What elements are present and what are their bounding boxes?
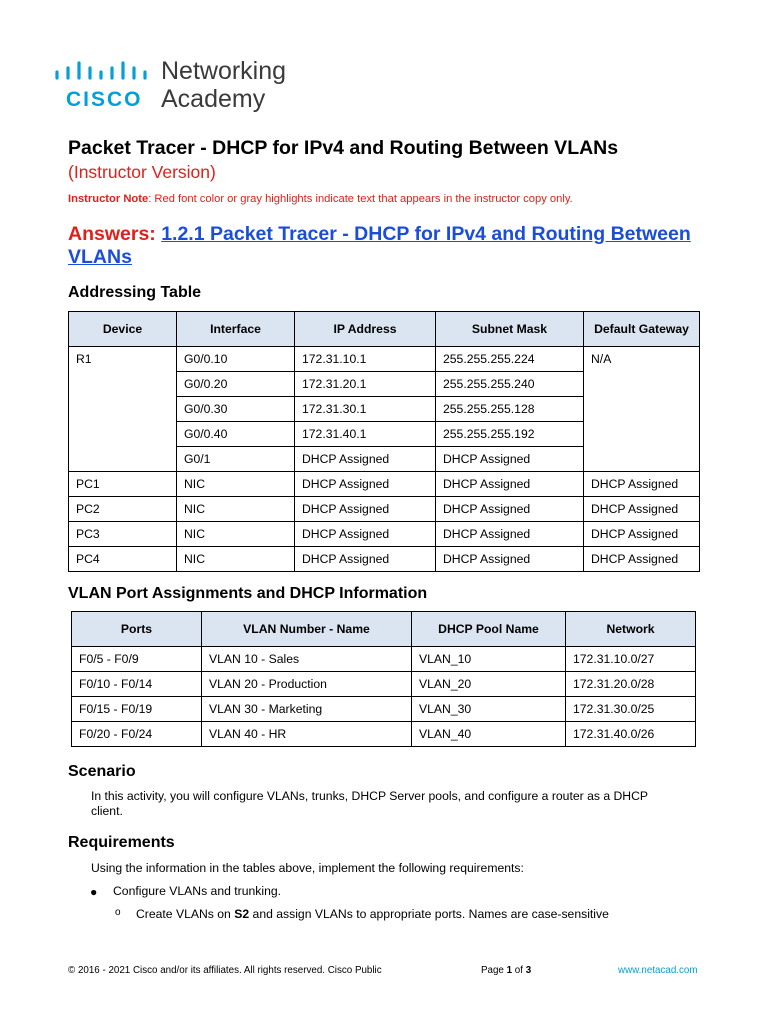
- subitem-text-start: Create VLANs on: [136, 907, 235, 921]
- addressing-table-heading: Addressing Table: [68, 284, 202, 301]
- table-cell: DHCP Assigned: [584, 547, 700, 572]
- table-cell: F0/20 - F0/24: [72, 722, 202, 747]
- footer-page-number: [481, 965, 531, 976]
- logo-line-networking: Networking: [161, 57, 287, 85]
- column-header: DHCP Pool Name: [412, 612, 566, 647]
- scenario-heading: Scenario: [68, 763, 136, 780]
- table-row: [72, 697, 696, 722]
- bullet-dot-icon: ●: [90, 885, 98, 899]
- table-cell: VLAN_10: [412, 647, 566, 672]
- table-header-row: [69, 312, 700, 347]
- copyright-text: 2016 - 2021 Cisco and/or its affiliates. All rights reserved. Cisco Public: [77, 965, 382, 976]
- table-cell: G0/0.10: [177, 347, 295, 372]
- table-cell: 172.31.10.0/27: [566, 647, 696, 672]
- netacad-link[interactable]: www.netacad.com: [618, 965, 698, 976]
- instructor-note: [68, 193, 573, 205]
- answers-heading: [68, 223, 708, 269]
- table-cell: DHCP Assigned: [436, 472, 584, 497]
- table-cell: 255.255.255.240: [436, 372, 584, 397]
- addressing-table: [68, 311, 700, 572]
- answers-link[interactable]: 1.2.1 Packet Tracer - DHCP for IPv4 and Routing Between VLANs: [68, 223, 691, 268]
- table-cell: DHCP Assigned: [436, 522, 584, 547]
- column-header: Interface: [177, 312, 295, 347]
- column-header: Subnet Mask: [436, 312, 584, 347]
- table-cell: NIC: [177, 547, 295, 572]
- table-cell: VLAN 30 - Marketing: [202, 697, 412, 722]
- table-cell: N/A: [584, 347, 700, 472]
- vlan-port-table: [71, 611, 696, 747]
- table-cell: PC3: [69, 522, 177, 547]
- table-cell: 255.255.255.224: [436, 347, 584, 372]
- table-cell: DHCP Assigned: [584, 472, 700, 497]
- table-cell: NIC: [177, 472, 295, 497]
- table-cell: DHCP Assigned: [436, 547, 584, 572]
- copyright-icon: ©: [68, 965, 76, 976]
- table-cell: DHCP Assigned: [584, 522, 700, 547]
- instructor-note-label: Instructor Note: [68, 193, 149, 205]
- requirement-item: Configure VLANs and trunking.: [113, 884, 282, 898]
- vlan-table-heading: VLAN Port Assignments and DHCP Information: [68, 585, 428, 602]
- table-cell: DHCP Assigned: [295, 447, 436, 472]
- table-cell: 172.31.10.1: [295, 347, 436, 372]
- subitem-text-end: and assign VLANs to appropriate ports. Names are case-sensitive: [249, 907, 609, 921]
- instructor-note-text: : Red font color or gray highlights indicate text that appears in the instructor copy only.: [148, 193, 573, 205]
- table-cell: 255.255.255.128: [436, 397, 584, 422]
- table-cell: VLAN 40 - HR: [202, 722, 412, 747]
- requirements-heading: Requirements: [68, 834, 175, 851]
- page-current: 1: [506, 965, 513, 976]
- cisco-networking-academy-logo: [51, 57, 311, 117]
- table-cell: DHCP Assigned: [436, 497, 584, 522]
- table-cell: DHCP Assigned: [436, 447, 584, 472]
- document-title: Packet Tracer - DHCP for IPv4 and Routing Between VLANs: [68, 137, 619, 159]
- table-cell: DHCP Assigned: [295, 522, 436, 547]
- table-cell: PC4: [69, 547, 177, 572]
- table-cell: VLAN_40: [412, 722, 566, 747]
- page-separator: of: [512, 965, 526, 976]
- table-cell: 172.31.20.0/28: [566, 672, 696, 697]
- table-cell: NIC: [177, 522, 295, 547]
- table-cell: 172.31.30.1: [295, 397, 436, 422]
- table-cell: 172.31.20.1: [295, 372, 436, 397]
- table-cell: DHCP Assigned: [295, 497, 436, 522]
- table-cell: VLAN_30: [412, 697, 566, 722]
- column-header: IP Address: [295, 312, 436, 347]
- table-cell: PC2: [69, 497, 177, 522]
- table-cell: VLAN_20: [412, 672, 566, 697]
- column-header: Network: [566, 612, 696, 647]
- footer-copyright: [68, 965, 382, 976]
- table-cell: 172.31.30.0/25: [566, 697, 696, 722]
- table-cell: F0/5 - F0/9: [72, 647, 202, 672]
- footer-url: [618, 965, 698, 976]
- table-cell: R1: [69, 347, 177, 472]
- requirement-subitem: [136, 907, 609, 922]
- table-cell: NIC: [177, 497, 295, 522]
- cisco-bars-icon: [51, 61, 151, 87]
- table-cell: DHCP Assigned: [295, 472, 436, 497]
- column-header: Default Gateway: [584, 312, 700, 347]
- table-row: [69, 472, 700, 497]
- logo-line-academy: Academy: [161, 85, 266, 113]
- scenario-text: In this activity, you will configure VLANs, trunks, DHCP Server pools, and configure a router as a DHCP client.: [91, 789, 648, 818]
- table-cell: G0/1: [177, 447, 295, 472]
- table-cell: F0/10 - F0/14: [72, 672, 202, 697]
- table-cell: 172.31.40.0/26: [566, 722, 696, 747]
- table-cell: F0/15 - F0/19: [72, 697, 202, 722]
- document-subtitle: (Instructor Version): [68, 162, 216, 182]
- requirements-intro: Using the information in the tables above, implement the following requirements:: [91, 861, 524, 875]
- table-row: [69, 522, 700, 547]
- table-cell: VLAN 20 - Production: [202, 672, 412, 697]
- table-row: [72, 722, 696, 747]
- cisco-wordmark: CISCO: [66, 88, 143, 111]
- table-cell: G0/0.20: [177, 372, 295, 397]
- table-row: [69, 347, 700, 372]
- table-row: [69, 547, 700, 572]
- table-cell: 255.255.255.192: [436, 422, 584, 447]
- switch-name: S2: [234, 907, 250, 921]
- column-header: VLAN Number - Name: [202, 612, 412, 647]
- table-cell: DHCP Assigned: [295, 547, 436, 572]
- page-total: 3: [525, 965, 532, 976]
- page-prefix: Page: [481, 965, 507, 976]
- table-cell: DHCP Assigned: [584, 497, 700, 522]
- table-cell: G0/0.40: [177, 422, 295, 447]
- table-cell: VLAN 10 - Sales: [202, 647, 412, 672]
- bullet-circle-icon: o: [115, 907, 121, 918]
- answers-label: Answers:: [68, 223, 156, 245]
- column-header: Device: [69, 312, 177, 347]
- table-header-row: [72, 612, 696, 647]
- table-row: [72, 672, 696, 697]
- table-row: [72, 647, 696, 672]
- table-cell: 172.31.40.1: [295, 422, 436, 447]
- table-cell: G0/0.30: [177, 397, 295, 422]
- column-header: Ports: [72, 612, 202, 647]
- table-cell: PC1: [69, 472, 177, 497]
- table-row: [69, 497, 700, 522]
